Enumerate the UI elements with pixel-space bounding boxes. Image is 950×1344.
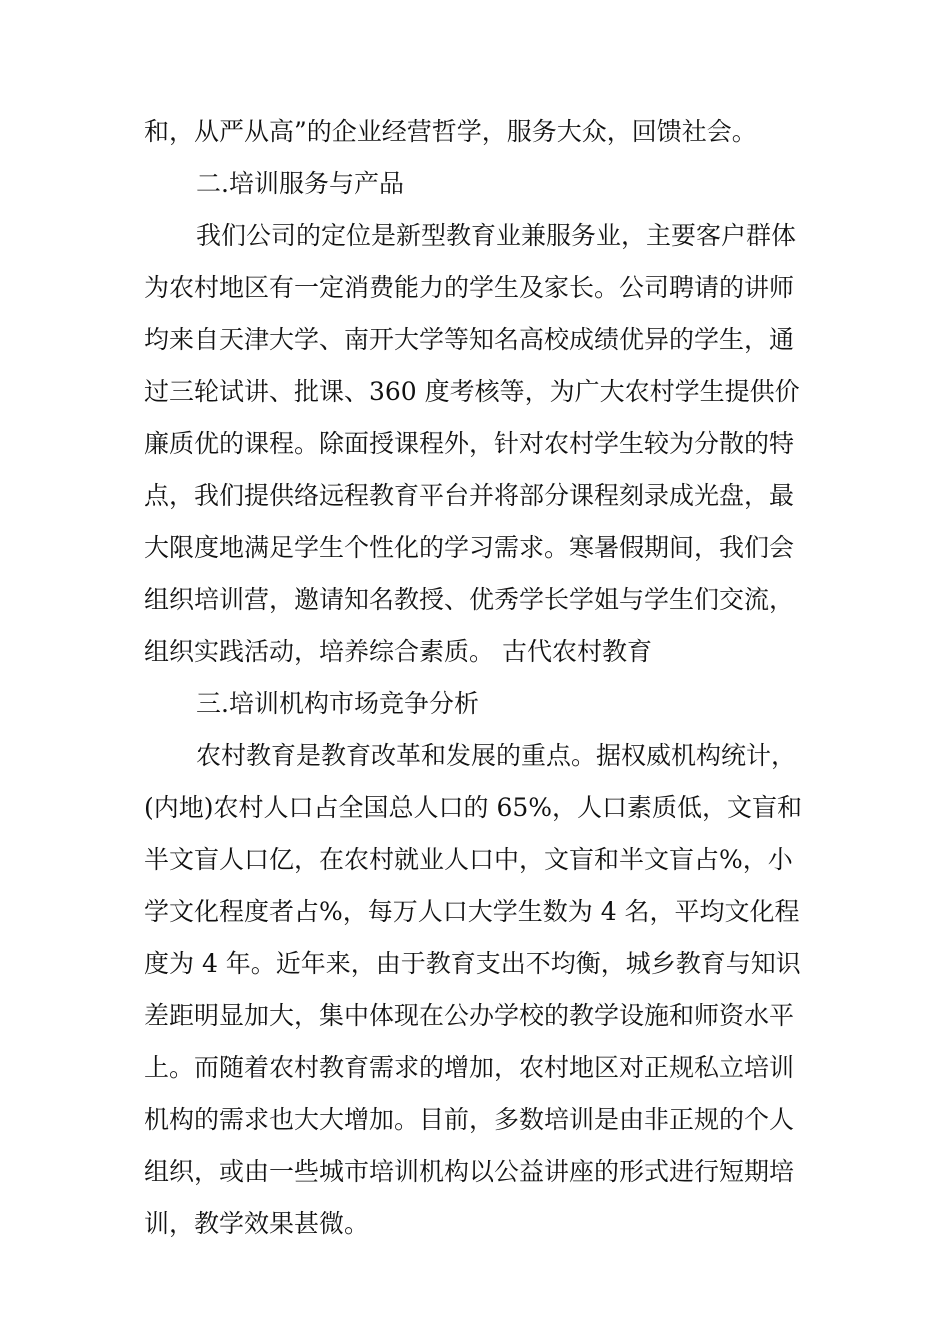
text-line: 组织实践活动，培养综合素质。 古代农村教育 <box>144 637 652 666</box>
text-line: 大限度地满足学生个性化的学习需求。寒暑假期间，我们会 <box>144 533 795 562</box>
text-line: 机构的需求也大大增加。目前，多数培训是由非正规的个人 <box>144 1105 795 1134</box>
text-line: 半文盲人口亿，在农村就业人口中，文盲和半文盲占%，小 <box>144 845 793 874</box>
text-line: 过三轮试讲、批课、360 度考核等，为广大农村学生提供价 <box>144 377 800 406</box>
document-body <box>144 106 808 1250</box>
text-line: 差距明显加大，集中体现在公办学校的教学设施和师资水平 <box>144 1001 795 1030</box>
text-line: 学文化程度者占%，每万人口大学生数为 4 名，平均文化程 <box>144 897 800 926</box>
text-line: 度为 4 年。近年来，由于教育支出不均衡，城乡教育与知识 <box>144 949 801 978</box>
text-line: 组织培训营，邀请知名教授、优秀学长学姐与学生们交流， <box>144 585 795 614</box>
text-line: 为农村地区有一定消费能力的学生及家长。公司聘请的讲师 <box>144 273 795 302</box>
text-line: (内地)农村人口占全国总人口的 65%，人口素质低，文盲和 <box>144 793 803 822</box>
text-line: 和，从严从高”的企业经营哲学，服务大众，回馈社会。 <box>144 117 757 146</box>
text-line: 点，我们提供络远程教育平台并将部分课程刻录成光盘，最 <box>144 481 795 510</box>
text-line: 廉质优的课程。除面授课程外，针对农村学生较为分散的特 <box>144 429 795 458</box>
text-line: 组织，或由一些城市培训机构以公益讲座的形式进行短期培 <box>144 1157 795 1186</box>
text-line: 农村教育是教育改革和发展的重点。据权威机构统计， <box>196 741 797 770</box>
text-line: 我们公司的定位是新型教育业兼服务业，主要客户群体 <box>196 221 797 250</box>
text-line: 均来自天津大学、南开大学等知名高校成绩优异的学生，通 <box>144 325 795 354</box>
text-line: 上。而随着农村教育需求的增加，农村地区对正规私立培训 <box>144 1053 795 1082</box>
section-heading-market-analysis: 三.培训机构市场竞争分析 <box>196 689 479 718</box>
section-heading-training-services: 二.培训服务与产品 <box>196 169 404 198</box>
text-line: 训，教学效果甚微。 <box>144 1209 370 1238</box>
